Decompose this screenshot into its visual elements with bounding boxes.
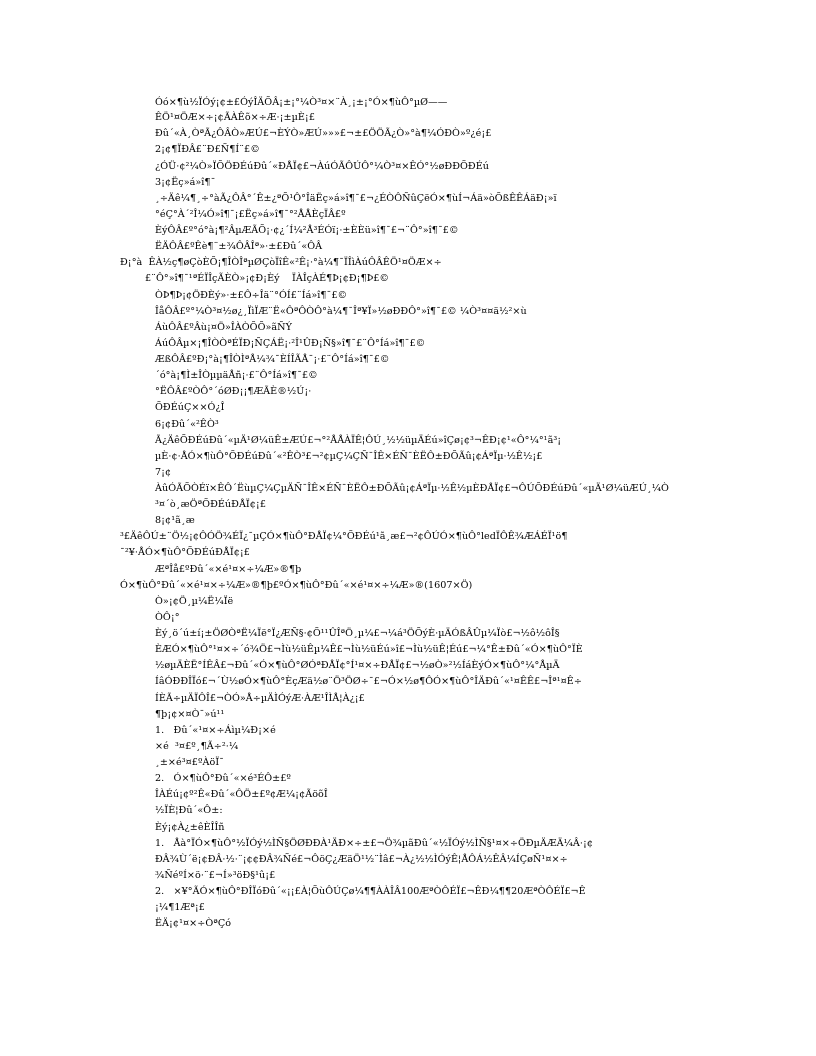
text-line: Óó×¶ù½ÏÓý¡¢±£ÓýÎÄÕÂ¡±¡°¼Ò³¤×¨À¸¡±¡°Ó×¶ùÔ°µØ——	[155, 97, 448, 108]
text-line: ÐÂ¾Ù´ë¡¢ÐÂ·½·¨¡¢¢ÐÂ¾Ñé£¬ÔöÇ¿ÆäÖ¹½¨Ìâ£¬À¿½½ÌÓýÊ¦ÅÔÁ½ÊÂ¼ÍÇøÑ¹¤×÷	[155, 854, 568, 865]
text-line: ÁùÔÂ£ºÂù¡¤Ö»ÎÀÒÕÕ»ãÑÝ	[155, 322, 292, 333]
text-line: Ã¿ÄêÕÐÉúÐû´«µÄ¹Ø¼üÊ±ÆÚ£¬°²ÅÅÀÏÊ¦ÔÚ¸½½üµÄÉú»îÇø¡¢³¬ÊÐ¡¢¹«Ô°¼°¹ã³¡	[155, 435, 562, 446]
text-line: ½ÏÈ¦Ðû´«Ô±:	[155, 805, 223, 816]
text-line: 2. Ó×¶ùÔ°Ðû´«×é³ÉÔ±£º	[155, 773, 291, 784]
text-line: ¾ÑéºÍ×ö·¨£¬Í»³öÐ§¹û¡£	[155, 870, 276, 881]
text-line: ÀûÓÃÕÒÉï×ÊÔ´ËùµÇ¼ÇµÄÑ¯ÎÊ×ÉÑ¯ÈËÔ±ÐÕÃû¡¢ÁªÏµ·½Ê½µÈÐÅÏ¢£¬ÔÚÕÐÉúÐû´«µÄ¹Ø¼üÆÚ¸¼Ò	[155, 483, 669, 494]
text-line: ÆßÔÂ£ºÐ¡°à¡¶ÎÒÌªÅ¼¾¯ÈÍÎÃÅ¯¡·£¨Ô°Íá»î¶¯£©	[155, 354, 390, 365]
text-line: ¸÷Äê¼¶¸÷°àÃ¿ÔÂ°´Ê±¿ªÕ¹Ô°ÎäËç»á»î¶¯£¬¿ÉÒÔÑûÇëÓ×¶ùÍ¬Áä»òÕßÊÊÁäÐ¡»ï	[155, 193, 557, 204]
text-line: ½øµÄÈË°ÍÊÂ£¬Ðû´«Ó×¶ùÔ°ØÓªÐÅÏ¢°Í¹¤×÷ÐÅÏ¢£¬½øÒ»²½ÍáÈýÓ×¶ùÔ°¼°ÅµÄ	[155, 660, 560, 671]
text-line: ³£ÄêÔÚ±¨Ö½¡¢ÔÓÖ¾ÉÏ¿¯µÇÓ×¶ùÔ°ÐÅÏ¢¼°ÕÐÉú¹ã¸æ£¬²¢ÔÚÓ×¶ùÔ°ledÏÔÊ¾ÆÁÉÏ¹ö¶	[120, 531, 568, 542]
text-line: ¶þ¡¢×¤Ò¯»ú¹¹	[155, 709, 225, 720]
text-line: °éÇ°À´²Î¼Ó»î¶¯¡£Ëç»á»î¶¯°²ÅÅÈçÏÂ£º	[155, 209, 346, 220]
text-line: µÈ·¢·ÅÓ×¶ùÔ°ÕÐÉúÐû´«²ÊÒ³£¬²¢µÇ¼ÇÑ¯ÎÊ×ÉÑ¯ÈËÔ±ÐÕÃû¡¢ÁªÏµ·½Ê½¡£	[155, 451, 543, 462]
text-line: ÈýÔÂ£º°ó°à¡¶²ÂµÆÃÕ¡·¢¿´Í¼²Å³ÉÓï¡·±ÈÈü»î¶¯£¬¨Ô°»î¶¯£©	[155, 225, 459, 236]
text-line: 1. Ðû´«¹¤×÷Áìµ¼Ð¡×é	[155, 725, 276, 736]
text-line: °ËÔÂ£ºÒÔ°´óØÐ¡¡¶ÆÃÈ®½Ú¡·	[155, 386, 312, 397]
text-line: ÁúÔÂµ×¡¶ÎÒÒªÉÏÐ¡ÑÇÁË¡·²Î¹ÛÐ¡Ñ§»î¶¯£¨Ô°Íá»î¶¯£©	[155, 338, 426, 349]
text-line: ¡¼¶1Æª¡£	[155, 902, 205, 913]
text-line: ÈÆÓ×¶ùÔ°¹¤×÷´ó¾Ö£¬Ìù½üÊµ¼Ê£¬Ìù½üÉú»î£¬Ìù½üÊ¦Éú£¬¼°Ê±Ðû´«Ó×¶ùÔ°ÏÈ	[155, 644, 583, 655]
text-line: Ó×¶ùÔ°Ðû´«×é¹¤×÷¼Æ»®¶þ£ºÓ×¶ùÔ°Ðû´«×é¹¤×÷¼Æ»®(1607×Ö)	[120, 580, 473, 591]
text-line: Ò»¡¢Ö¸µ¼Ë¼Ïë	[155, 596, 234, 607]
text-line: ÎåÔÂ£º°¼Ò³¤½ø¿¸ÏìÏÆ¨Ë«ÔªÔÒÔ°à¼¶¯Îª¥Ï»½øÐÐÔ°»î¶¯£© ¼Ò³¤¤ä½²×ù	[155, 306, 527, 317]
text-line: ËÄ¡¢¹¤×÷ÒªÇó	[155, 918, 232, 929]
text-line: ÒÞ¶Þ¡¢ÖÐÈý»·±£Ô÷Îä¨°ÓÍ£¨Íá»î¶¯£©	[155, 290, 348, 301]
text-line: ÍÈÃ÷µÄÏÔÎ£¬ÒÓ»Å÷µÄÌÓýÆ·ÀÆ¹ÎÌÅ¦À¿¡£	[155, 693, 365, 704]
text-line: Ð¡°à ÊÀ½ç¶øÇòÈÕ¡¶ÎÒÎªµØÇòÏîÊ«²Ê¡·°à¼¶¯ÏÎìÀúÔÂÊÖ¹¤ÖÆ×÷	[120, 257, 442, 268]
text-line: ¸±×é³¤£ºÀöÏ¯	[155, 757, 225, 768]
text-line: 2¡¢¶ÏÐÂ£¨Ð£Ñ¶Í¨£©	[155, 144, 260, 155]
text-line: 1. Åà°ÏÓ×¶ùÔ°½ÏÓý½ÌÑ§ÖØÐÐÀ¹ÄÐ×÷±£¬Ö¾µãÐû´«½ÏÓý½ÌÑ§¹¤×÷ÖÐµÄÆÄ¼Â·¡¢	[155, 838, 594, 849]
text-line: ÒÔ¡°	[155, 612, 180, 623]
text-line: ÊÖ¹¤ÖÆ×÷¡¢ÃÀÊõ×÷Æ·¡±µÈ¡£	[155, 112, 315, 123]
text-line: ÎÀÉú¡¢º²Ê«Ðû´«ÔÖ±£º¢Æ¼¡¢ÃöõÎ	[155, 789, 328, 800]
text-line: ×é ³¤£º¸¶Ã÷²·¼	[155, 741, 239, 752]
text-line: ¯²¥·ÅÓ×¶ùÔ°ÕÐÉúÐÅÏ¢¡£	[120, 547, 250, 558]
text-line: ÕÐÉúÇ××Ó¿Î	[155, 402, 225, 413]
text-line: 8¡¢¹ã¸æ	[155, 515, 195, 526]
text-line: ´ó°à¡¶Ì±ÎÒµµäÅñ¡·£¨Ô°Íá»î¶¯£©	[155, 370, 318, 381]
text-line: Èý¡¢À¿±êÈÎÎñ	[155, 822, 225, 833]
text-line: Ðû´«À¸ÒªÃ¿ÔÂÒ»ÆÚ£¬ÈÝÒ»ÆÚ»»»£¬±£ÖÖÃ¿Ò»°à¶¼ÓÐÒ»º¿é¡£	[155, 128, 492, 139]
text-line: £¨Ô°»î¶¯¹ªÉÏÎçÃÈÒ»¡¢Ð¡Èý ÏÀÎçÀÉ¶Þ¡¢Ð¡¶Þ£©	[145, 273, 390, 284]
text-line: 2. ×¥°ÃÓ×¶ùÔ°ÐÎÏóÐû´«¡¡£À¦ÕùÔÚÇø¼¶¶ÀÀÎÂ100ÆªÒÔÉÏ£¬ÊÐ¼¶¶20ÆªÒÔÉÏ£¬Ê	[155, 886, 586, 897]
text-line: Èý¸ö´ú±í¡±ÖØÒªË¼Ïë°Ï¿ÆÑ§·¢Õ¹¹ÛÎªÖ¸µ¼£¬¼á³ÖÕýÈ·µÄÓßÂÛµ¼Ïò£¬½ô½ôÎ§	[155, 628, 560, 639]
text-line: 3¡¢Ëç»á»î¶¯	[155, 177, 216, 188]
text-line: ÆªÎå£ºÐû´«×é¹¤×÷¼Æ»®¶þ	[155, 564, 302, 575]
text-line: 7¡¢	[155, 467, 172, 478]
text-line: ÍâÓÐÐÎÏó£¬´Ù½øÓ×¶ùÔ°ÈçÆä½ø¨Ö³ÖØ÷¯£¬Ó×½ø¶ÔÓ×¶ùÔ°ÎÄÐû´«¹¤ÊÊ£¬Îª¹¤Ê÷	[155, 676, 582, 687]
text-line: ¿ÓÜ·¢²¼Ò»ÏÕÖÐÉúÐû´«ÐÅÏ¢£¬ÀúÓÃÔÚÔ°¼Ò³¤×ÊÓ°½øÐÐÕÐÉú	[155, 161, 490, 172]
text-line: ËÄÔÂ£ºÊè¶¨±¾ÔÂÎª»·±£Ðû´«ÔÂ	[155, 241, 323, 252]
text-line: 6¡¢Ðû´«²ÊÒ³	[155, 419, 219, 430]
text-line: ³¤´ò¸æÖªÕÐÉúÐÅÏ¢¡£	[155, 499, 266, 510]
